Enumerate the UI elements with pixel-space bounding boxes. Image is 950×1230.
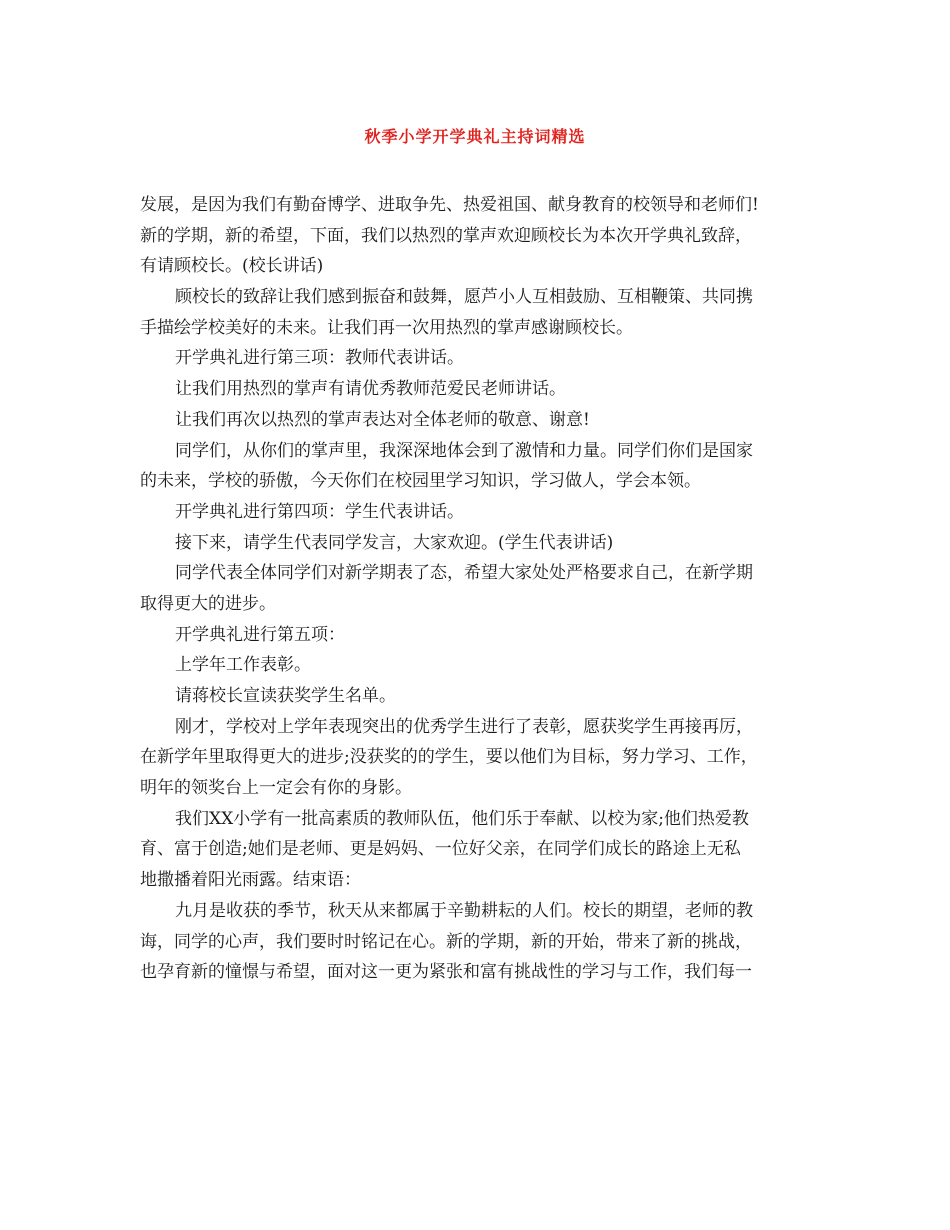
text-line: 取得更大的进步。	[140, 593, 276, 614]
text-line: 同学代表全体同学们对新学期表了态，希望大家处处严格要求自己，在新学期	[175, 563, 753, 584]
text-line: 的未来，学校的骄傲，今天你们在校园里学习知识，学习做人，学会本领。	[140, 471, 701, 492]
text-line: 诲，同学的心声，我们要时时铭记在心。新的学期，新的开始，带来了新的挑战，	[140, 931, 752, 952]
text-line: 明年的领奖台上一定会有你的身影。	[140, 778, 412, 799]
text-line: 育、富于创造;她们是老师、更是妈妈、一位好父亲，在同学们成长的路途上无私	[140, 839, 741, 860]
text-line: 手描绘学校美好的未来。让我们再一次用热烈的掌声感谢顾校长。	[140, 317, 633, 338]
text-line: 有请顾校长。(校长讲话)	[140, 256, 324, 277]
text-line: 开学典礼进行第五项：	[175, 624, 345, 645]
text-line: 九月是收获的季节，秋天从来都属于辛勤耕耘的人们。校长的期望，老师的教	[175, 900, 753, 921]
text-line: 刚才，学校对上学年表现突出的优秀学生进行了表彰，愿获奖学生再接再厉，	[175, 716, 753, 737]
text-line: 同学们，从你们的掌声里，我深深地体会到了激情和力量。同学们你们是国家	[175, 440, 753, 461]
document-body	[140, 190, 820, 988]
text-line: 让我们用热烈的掌声有请优秀教师范爱民老师讲话。	[175, 379, 566, 400]
text-line: 在新学年里取得更大的进步;没获奖的的学生，要以他们为目标，努力学习、工作，	[140, 747, 758, 768]
text-line: 开学典礼进行第三项：教师代表讲话。	[175, 348, 464, 369]
text-line: 上学年工作表彰。	[175, 655, 311, 676]
text-line: 让我们再次以热烈的掌声表达对全体老师的敬意、谢意!	[175, 409, 590, 430]
text-line: 开学典礼进行第四项：学生代表讲话。	[175, 501, 464, 522]
text-line: 我们XX小学有一批高素质的教师队伍，他们乐于奉献、以校为家;他们热爱教	[175, 808, 749, 829]
text-line: 地撒播着阳光雨露。结束语：	[140, 870, 361, 891]
text-line: 接下来，请学生代表同学发言，大家欢迎。(学生代表讲话)	[175, 532, 614, 553]
text-line: 也孕育新的憧憬与希望，面对这一更为紧张和富有挑战性的学习与工作，我们每一	[140, 962, 752, 983]
text-line: 发展，是因为我们有勤奋博学、进取争先、热爱祖国、献身教育的校领导和老师们!	[140, 195, 759, 215]
text-line: 新的学期，新的希望，下面，我们以热烈的掌声欢迎顾校长为本次开学典礼致辞，	[140, 225, 752, 246]
page-title: 秋季小学开学典礼主持词精选	[364, 127, 586, 146]
text-line: 请蒋校长宣读获奖学生名单。	[175, 686, 396, 706]
text-line: 顾校长的致辞让我们感到振奋和鼓舞，愿芦小人互相鼓励、互相鞭策、共同携	[175, 287, 753, 308]
